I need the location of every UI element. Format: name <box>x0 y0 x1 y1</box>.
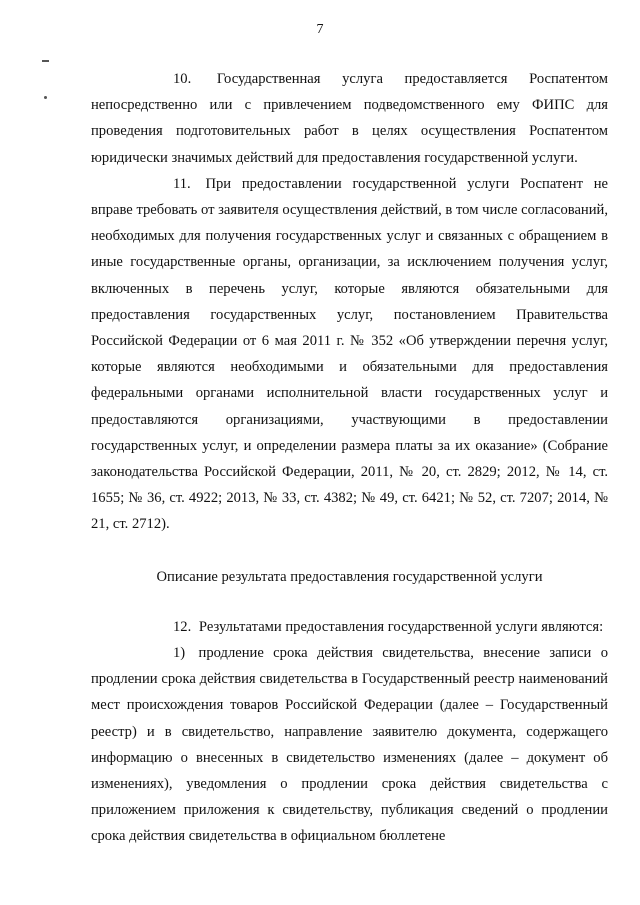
document-body <box>91 66 608 850</box>
paragraph-text: Государственная услуга предоставляется Роспатентом непосредственно или с привлечением подведомственного ему ФИПС для проведения подготовительных работ в целях осуществления Роспатентом юридически значимых действий для предоставления государственной услуги. <box>91 71 608 166</box>
paragraph-text: При предоставлении государственной услуги Роспатент не вправе требовать от заявителя осуществления действий, в том числе согласований, необходимых для получения государственных услуг и связанных с обращением в иные государственные органы, организации, за исключением получения услуг, включенных в перечень услуг, которые являются обязательными для предоставления государственных услуг, постановлением Правительства Российской Федерации от 6 мая 2011 г. № 352 «Об утверждении перечня услуг, которые являются необходимыми и обязательными для предоставления федеральными органами исполнительной власти государственных услуг и предоставляются организациями, участвующими в предоставлении государственных услуг, и определении размера платы за их оказание» (Собрание законодательства Российской Федерации, 2011, № 20, ст. 2829; 2012, № 14, ст. 1655; № 36, ст. 4922; 2013, № 33, ст. 4382; № 49, ст. 6421; № 52, ст. 7207; 2014, № 21, ст. 2712). <box>91 175 608 533</box>
scan-mark <box>42 60 49 62</box>
section-heading: Описание результата предоставления государственной услуги <box>156 568 543 585</box>
page-number: 7 <box>316 22 324 37</box>
paragraph-text: Результатами предоставления государственной услуги являются: <box>198 618 604 635</box>
paragraph-12 <box>91 614 608 640</box>
paragraph-10 <box>91 66 608 171</box>
list-item-number: 1) <box>173 645 186 662</box>
scan-dot <box>44 96 47 99</box>
list-item-text: продление срока действия свидетельства, внесение записи о продлении срока действия свидетельства в Государственный реестр наименований мест происхождения товаров Российской Федерации (далее – Государственный реестр) и в свидетельство, направление заявителю документа, содержащего информацию о внесенных в свидетельство изменениях (далее – документ об изменениях), уведомления о продлении срока действия свидетельства с приложением приложения к свидетельству, публикация сведений о продлении срока действия свидетельства в официальном бюллетене <box>91 645 608 845</box>
paragraph-number: 10. <box>173 71 192 87</box>
paragraph-number: 12. <box>173 618 192 635</box>
paragraph-11 <box>91 171 608 538</box>
list-item-1 <box>91 640 608 850</box>
paragraph-number: 11. <box>173 175 191 192</box>
